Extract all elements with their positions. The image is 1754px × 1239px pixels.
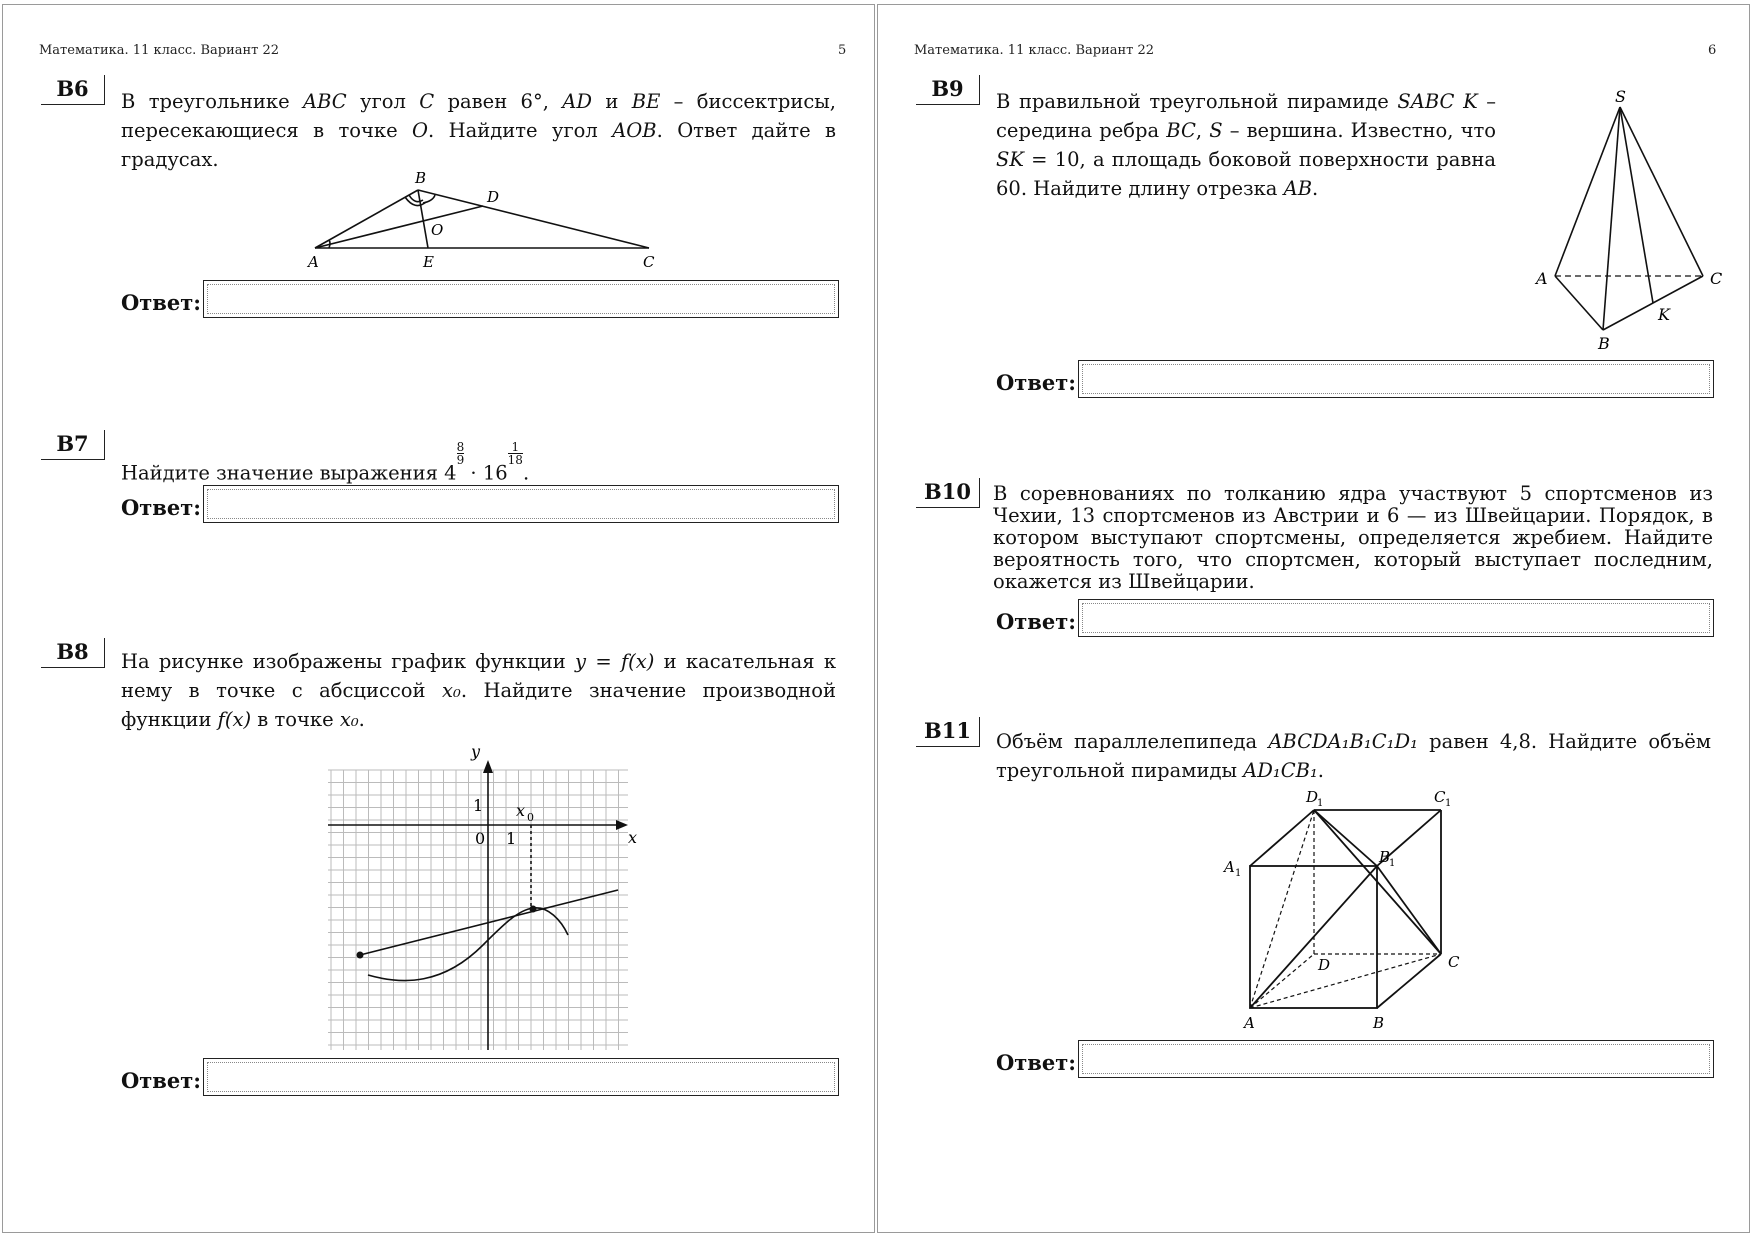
diag-ad1-hidden	[1250, 810, 1314, 1008]
graph-label-x: x	[628, 828, 638, 847]
side-ab	[315, 190, 418, 248]
edge-sc	[1620, 107, 1703, 276]
answer-box-b9[interactable]	[1078, 360, 1714, 398]
graph-label-x0: x	[516, 801, 526, 820]
b8-function-graph	[323, 740, 643, 1055]
fig-label-d: D	[487, 188, 500, 206]
fig-label-a1: A	[1224, 858, 1235, 876]
page-header: Математика. 11 класс. Вариант 22	[39, 43, 280, 58]
graph-label-one-y: 1	[473, 796, 484, 815]
answer-label-b7: Ответ:	[121, 495, 202, 520]
task-label-b8: B8	[41, 638, 105, 668]
answer-box-b7[interactable]	[203, 485, 839, 523]
task-text-b7: Найдите значение выражения 4 $^{\frac{8}{9}}$ · 16 $^{\frac{1}{18}}$ .	[121, 440, 530, 485]
fig-label-c1: C	[1434, 788, 1446, 806]
fig-label-o: O	[431, 221, 444, 239]
answer-box-b11[interactable]	[1078, 1040, 1714, 1078]
fig-label-a: A	[1536, 269, 1548, 288]
page-header: Математика. 11 класс. Вариант 22	[914, 43, 1155, 58]
task-label-b10: B10	[916, 478, 980, 508]
answer-label-b10: Ответ:	[996, 609, 1077, 634]
fig-label-s: S	[1615, 87, 1626, 106]
graph-label-x0-sub: 0	[527, 811, 534, 824]
edge-sa	[1555, 107, 1620, 276]
fig-label-a: A	[1244, 1014, 1255, 1032]
fig-label-a: A	[308, 253, 319, 271]
fig-label-d1-sub: 1	[1317, 798, 1324, 809]
page-number: 6	[1708, 43, 1717, 58]
page-left	[2, 4, 875, 1233]
page-number: 5	[838, 43, 847, 58]
b9-pyramid-figure	[1498, 80, 1728, 355]
task-text-b10: В соревнованиях по толканию ядра участвуют 5 спортсменов из Чехии, 13 спортсменов из Австрии и 6 — из Швейцарии. Порядок, в котором выступают спортсмены, определяется жребием. Найдите вероятность того, что спортсмен, который выступает последним, окажется из Швейцарии.	[993, 482, 1713, 593]
answer-label-b11: Ответ:	[996, 1050, 1077, 1075]
page-right	[877, 4, 1750, 1233]
fig-label-b: B	[415, 169, 427, 187]
answer-box-b10[interactable]	[1078, 599, 1714, 637]
answer-label-b9: Ответ:	[996, 370, 1077, 395]
edge-bc	[1603, 276, 1703, 330]
fig-label-c: C	[1710, 269, 1723, 288]
fig-label-c: C	[643, 253, 655, 271]
tangency-point	[530, 906, 537, 913]
answer-label-b6: Ответ:	[121, 290, 202, 315]
fig-label-c1-sub: 1	[1445, 798, 1452, 809]
fig-label-k: K	[1658, 305, 1670, 324]
fig-label-d1: D	[1306, 788, 1319, 806]
edge-bc	[1377, 954, 1441, 1008]
task-label-b7: B7	[41, 430, 105, 460]
edge-ad-hidden	[1250, 954, 1314, 1008]
fig-label-b1-sub: 1	[1389, 858, 1396, 869]
answer-box-b6[interactable]	[203, 280, 839, 318]
edge-ab	[1555, 276, 1603, 330]
apothem-sk	[1620, 107, 1653, 303]
graph-label-zero: 0	[475, 829, 486, 848]
task-text-b11: Объём параллелепипеда ABCDA₁B₁C₁D₁ равен 4,8. Найдите объём треугольной пирамиды AD₁CB₁.	[996, 730, 1711, 782]
task-text-b6: В треугольнике ABC угол C равен 6°, AD и BE – биссектрисы, пересекающиеся в точке O. Найдите угол AOB. Ответ дайте в градусах.	[121, 90, 836, 171]
task-label-b9: B9	[916, 75, 980, 105]
edge-sb	[1603, 107, 1620, 330]
task-label-b11: B11	[916, 717, 980, 747]
task-label-b6: B6	[41, 75, 105, 105]
bisector-ad	[315, 206, 483, 248]
bisector-be	[418, 190, 428, 248]
graph-label-one-x: 1	[506, 829, 517, 848]
tangent-point-left	[357, 952, 364, 959]
b6-triangle-figure	[293, 165, 683, 275]
answer-box-b8[interactable]	[203, 1058, 839, 1096]
side-bc	[418, 190, 649, 248]
fig-label-b: B	[1598, 334, 1610, 353]
fig-label-a1-sub: 1	[1235, 868, 1242, 879]
diag-d1b1	[1314, 810, 1377, 866]
answer-label-b8: Ответ:	[121, 1068, 202, 1093]
b11-parallelepiped-figure	[1198, 780, 1478, 1035]
graph-label-y: y	[471, 742, 481, 761]
diag-b1c	[1377, 866, 1441, 954]
fig-label-b1: B	[1379, 848, 1391, 866]
diag-ac-hidden	[1250, 954, 1441, 1008]
task-text-b9: В правильной треугольной пирамиде SABC K – середина ребра BC, S – вершина. Известно, что SK = 10, а площадь боковой поверхности равна 60. Найдите длину отрезка AB.	[996, 90, 1497, 200]
fig-label-b: B	[1373, 1014, 1385, 1032]
fig-label-e: E	[423, 253, 434, 271]
fig-label-d: D	[1318, 956, 1331, 974]
task-text-b8: На рисунке изображены график функции y = f(x) и касательная к нему в точке с абсциссой x₀. Найдите значение производной функции f(x) в точке x₀.	[121, 650, 837, 731]
fig-label-c: C	[1448, 953, 1460, 971]
